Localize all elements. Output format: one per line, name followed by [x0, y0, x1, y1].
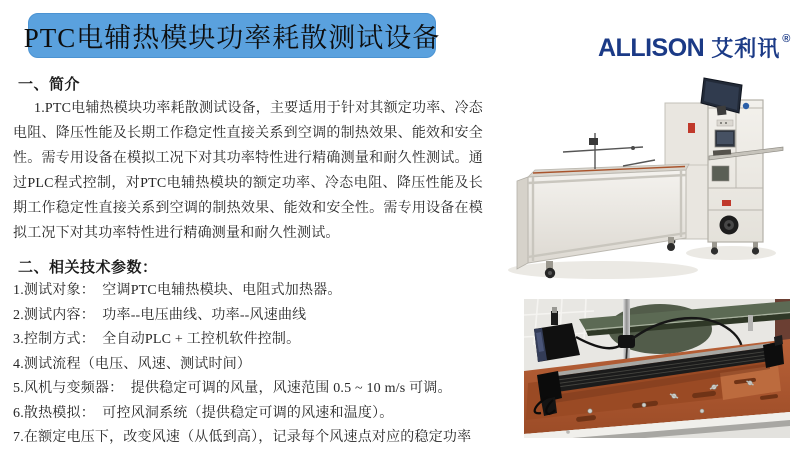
right-end-cap — [763, 341, 784, 368]
brand-logo-latin: ALLISON — [598, 34, 705, 62]
registered-trademark-icon: ® — [782, 33, 791, 45]
spec-item-6: 6.散热模拟： 可控风洞系统（提供稳定可调的风速和温度）。 — [13, 405, 394, 421]
spec-item-7: 7.在额定电压下，改变风速（从低到高），记录每个风速点对应的稳定功率 — [13, 430, 472, 445]
floor-shadow — [508, 261, 698, 279]
red-label — [722, 200, 731, 206]
section-specs-heading: 二、相关技术参数： — [18, 260, 158, 276]
spec-item-5: 5.风机与变频器： 提供稳定可调的风量，风速范围 0.5 ~ 10 m/s 可调。 — [13, 381, 452, 396]
intro-paragraph: 1.PTC电辅热模块功率耗散测试设备，主要适用于针对其额定功率、冷态电阻、降压性能及长期工作稳定性直接关系到空调的制热效果、能效和安全性。需专用设备在模拟工况下对其功率特性进行精确测量和耐久性测试。通过PLC程式控制，对PTC电辅热模块的额定功率、冷态电阻、降压性能及长期工作稳定性直接关系到空调的制热效果、能效和安全性。需专用设备在模拟工况下对其功率特性进行精确测量和耐久性测试。 — [13, 101, 483, 241]
spec-item-3: 3.控制方式： 全自动PLC + 工控机软件控制。 — [13, 332, 301, 347]
spec-item-2: 2.测试内容： 功率--电压曲线、功率--风速曲线 — [13, 307, 307, 323]
text-column — [13, 74, 483, 450]
ptc-module-photo — [524, 299, 790, 438]
brand-logo-cjk: 艾利讯 — [711, 36, 781, 61]
page-title: PTC电辅热模块功率耗散测试设备 — [23, 23, 441, 53]
hmi-screen — [715, 120, 735, 147]
warning-sticker — [688, 123, 695, 133]
equipment-photo — [503, 70, 795, 286]
shelf-support-rod — [748, 315, 753, 331]
spec-item-4: 4.测试流程（电压、风速、测试时间） — [13, 356, 252, 372]
plc-panel — [712, 166, 729, 181]
blue-port — [743, 103, 749, 109]
title-banner — [23, 13, 441, 58]
section-intro-heading: 一、简介 — [18, 77, 81, 93]
spec-item-1: 1.测试对象： 空调PTC电辅热模块、电阻式加热器。 — [13, 283, 342, 298]
brand-logo — [598, 32, 791, 62]
vent-fan — [720, 216, 739, 235]
